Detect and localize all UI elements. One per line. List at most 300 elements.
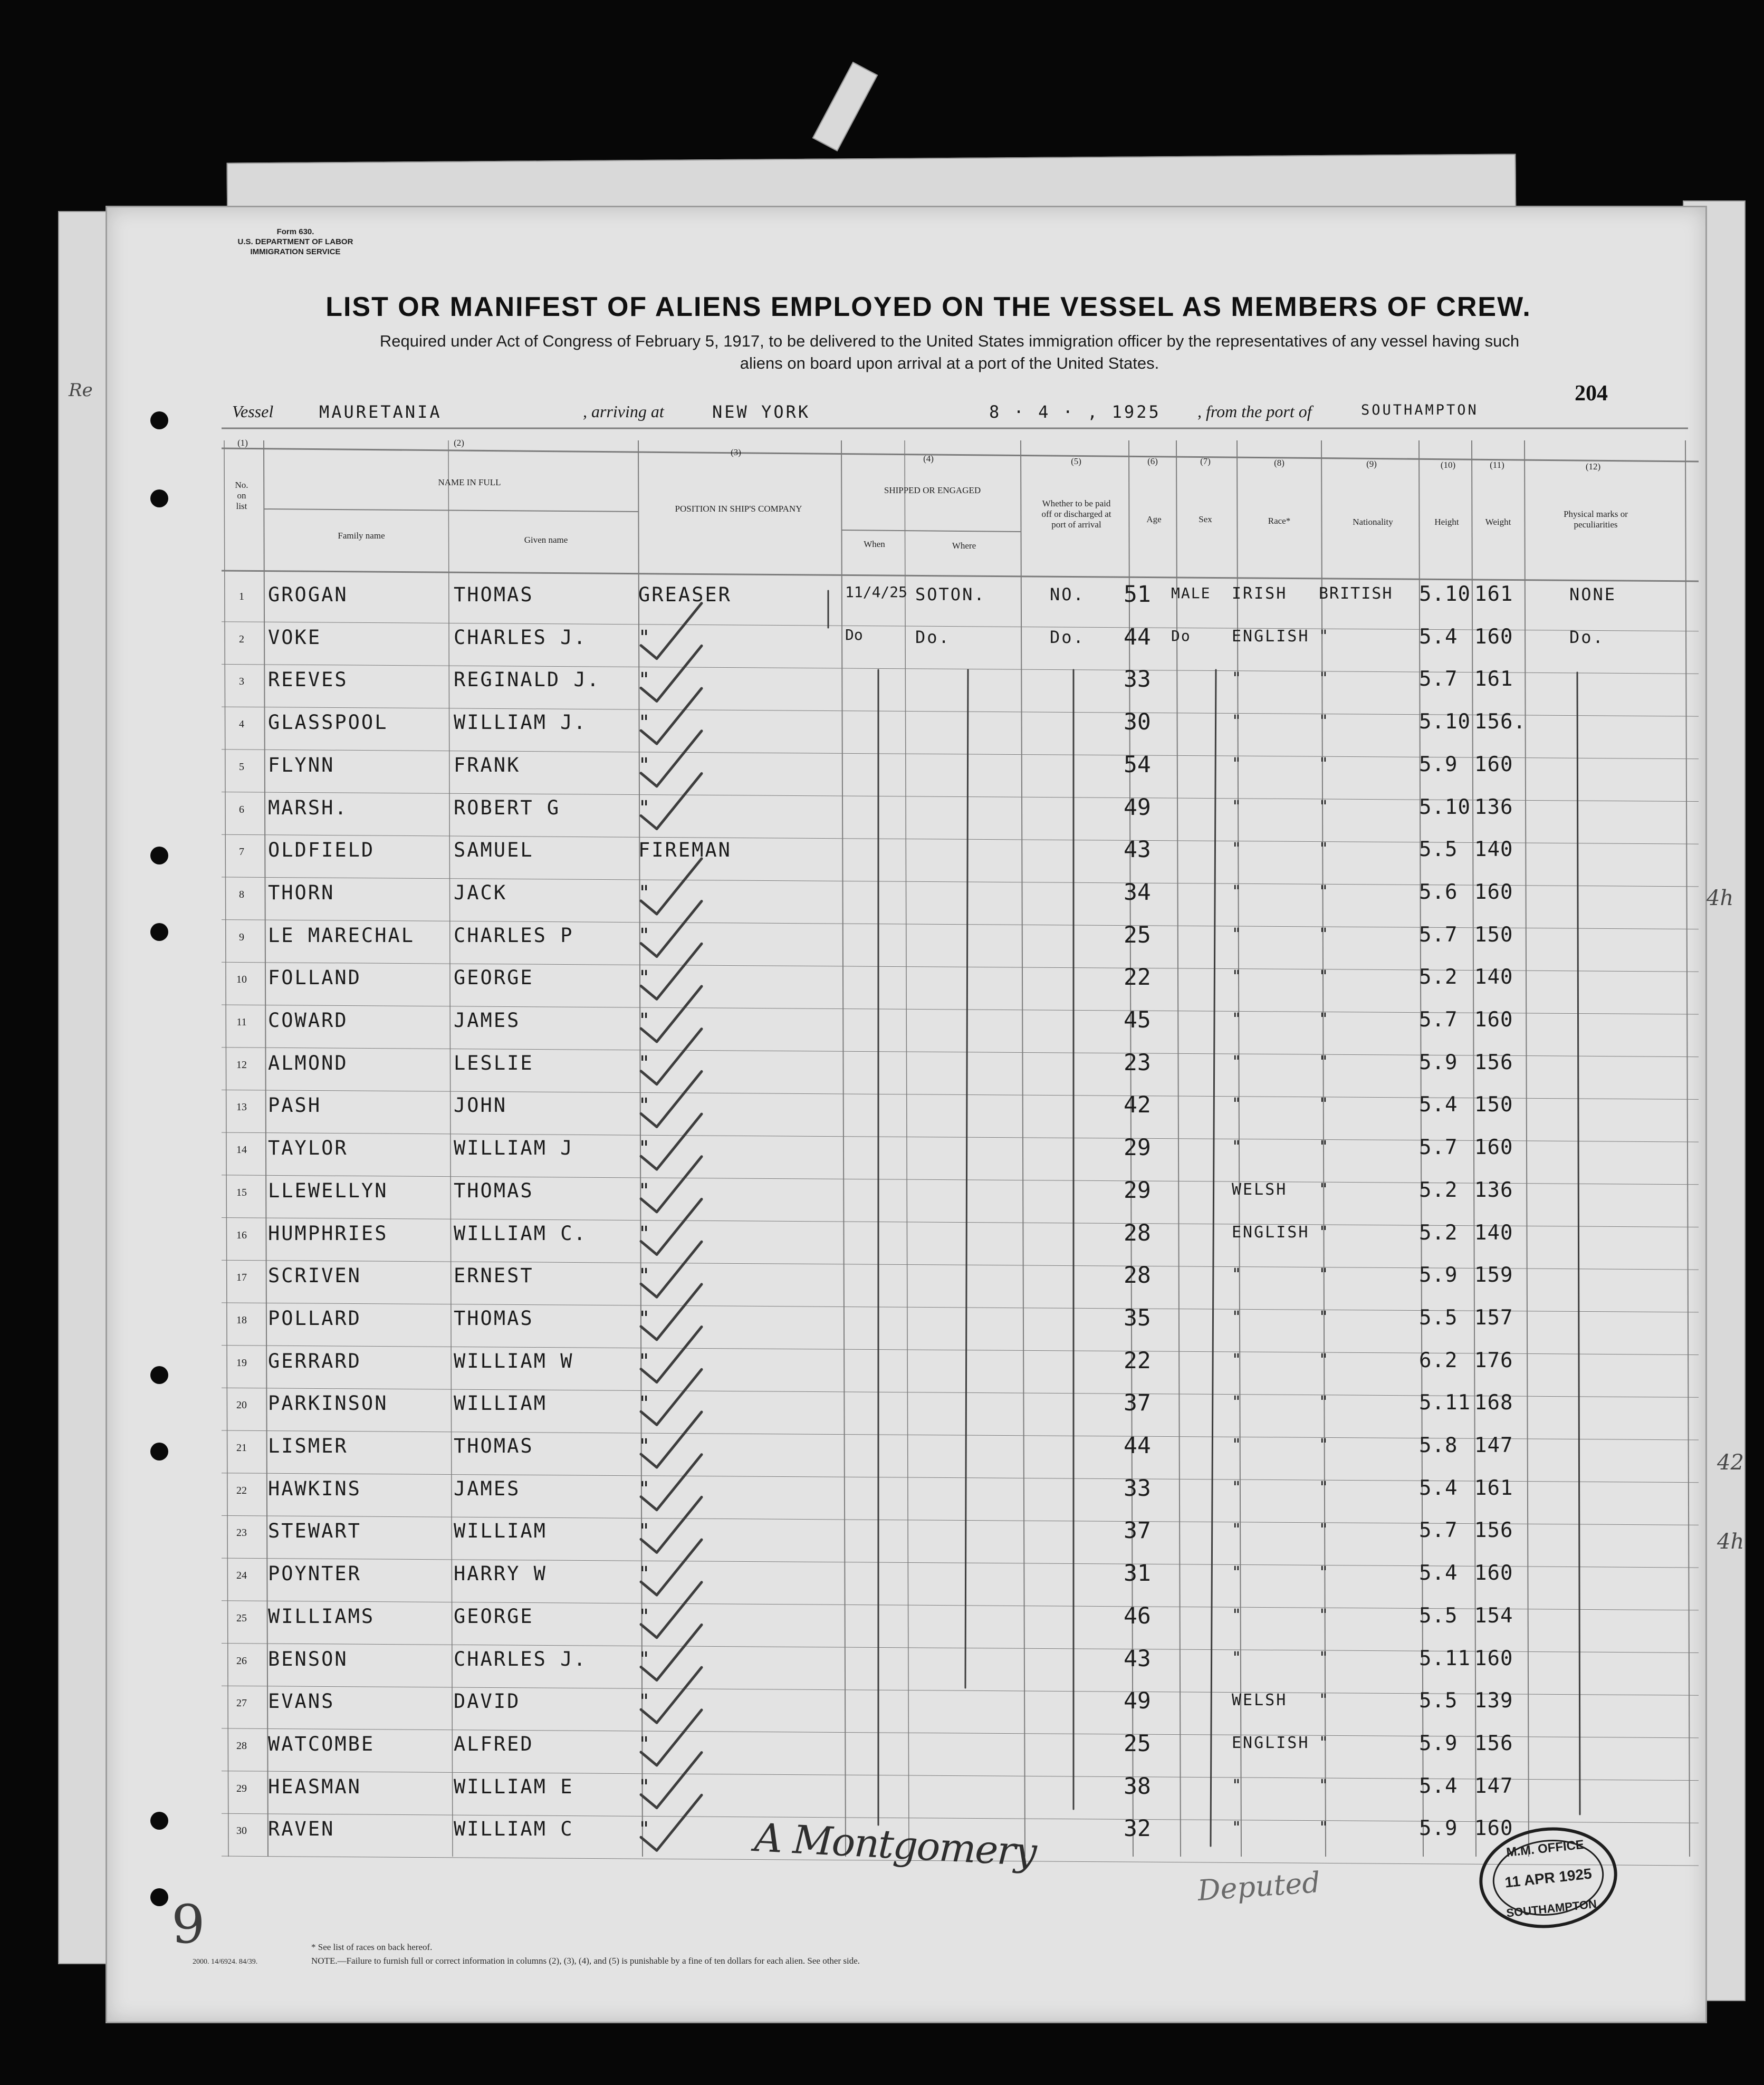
position: " [638, 1562, 652, 1586]
row-number: 21 [236, 1442, 247, 1454]
age: 37 [1124, 1390, 1151, 1417]
nationality: " [1319, 1563, 1330, 1582]
given-name: ROBERT G [454, 796, 561, 819]
weight: 160 [1474, 1646, 1513, 1670]
given-name: HARRY W [454, 1562, 547, 1586]
race: WELSH [1232, 1180, 1288, 1199]
crew-row [0, 1303, 1764, 1346]
given-name: THOMAS [454, 583, 534, 606]
margin-mark: 42 [1717, 1450, 1744, 1475]
given-name: WILLIAM C. [454, 1222, 587, 1245]
family-name: HEASMAN [268, 1775, 361, 1798]
position: FIREMAN [638, 839, 732, 862]
crew-row [0, 962, 1764, 1005]
position: " [638, 1222, 652, 1245]
header-line: Physical marks or [1564, 509, 1628, 519]
family-name: LISMER [268, 1435, 348, 1457]
height: 5.5 [1419, 838, 1458, 862]
column-number: (6) [1147, 456, 1158, 466]
nationality: BRITISH [1319, 584, 1393, 603]
penalty-note: NOTE.—Failure to furnish full or correct information in columns (2), (3), (4), and (5) is punishable by a fine of ten dollars for each alien. See other side. [311, 1956, 860, 1966]
height: 5.7 [1419, 1136, 1458, 1160]
row-number: 8 [239, 888, 244, 900]
nationality: " [1319, 1138, 1330, 1157]
race: " [1232, 1138, 1243, 1157]
family-name: POYNTER [268, 1562, 361, 1586]
race: " [1232, 1776, 1243, 1795]
position: " [638, 796, 652, 819]
position: " [638, 1264, 652, 1287]
position: " [638, 711, 652, 734]
age: 30 [1124, 709, 1151, 736]
position: " [638, 1051, 652, 1074]
nationality: " [1319, 1733, 1330, 1752]
race: WELSH [1232, 1691, 1288, 1710]
weight: 147 [1474, 1774, 1513, 1798]
row-number: 23 [236, 1527, 247, 1539]
weight: 161 [1474, 667, 1513, 691]
stamp-office: M.M. OFFICE [1506, 1837, 1585, 1860]
race: " [1232, 1436, 1243, 1454]
weight: 160 [1474, 624, 1513, 649]
given-name: CHARLES J. [454, 626, 587, 649]
height: 5.9 [1419, 1817, 1458, 1841]
row-number: 24 [236, 1570, 247, 1582]
column-number: (2) [454, 438, 464, 448]
subtitle-line-1: Required under Act of Congress of February 5, 1917, to be delivered to the United States immigration officer by the representatives of any vessel having such [379, 332, 1520, 350]
weight: 139 [1474, 1689, 1513, 1713]
column-number: (4) [923, 454, 934, 464]
height: 5.4 [1419, 1093, 1458, 1117]
weight: 159 [1474, 1263, 1513, 1287]
age: 44 [1124, 1433, 1151, 1459]
row-number: 29 [236, 1782, 247, 1794]
weight: 136 [1474, 795, 1513, 819]
height: 5.2 [1419, 965, 1458, 989]
height: 5.4 [1419, 1476, 1458, 1500]
weight: 161 [1474, 582, 1513, 606]
engaged-when: 11/4/25 [845, 583, 908, 601]
nationality: " [1319, 1052, 1330, 1071]
given-name: THOMAS [454, 1306, 534, 1330]
age: 22 [1124, 1347, 1151, 1374]
weight: 154 [1474, 1603, 1513, 1628]
position: " [638, 1690, 652, 1713]
weight: 157 [1474, 1305, 1513, 1330]
engaged-when: Do [845, 626, 863, 643]
crew-row [0, 622, 1764, 665]
row-number: 28 [236, 1740, 247, 1752]
physical-marks: NONE [1569, 584, 1617, 604]
given-name: WILLIAM [454, 1392, 547, 1415]
height: 5.5 [1419, 1305, 1458, 1330]
age: 33 [1124, 666, 1151, 693]
crew-row [0, 1218, 1764, 1261]
given-name: DAVID [454, 1690, 521, 1713]
position: " [638, 668, 652, 691]
position: " [638, 1094, 652, 1117]
race: " [1232, 1478, 1243, 1497]
position: " [638, 1604, 652, 1628]
arriving-label: , arriving at [583, 402, 664, 421]
position: " [638, 1179, 652, 1202]
stamp-place: SOUTHAMPTON [1506, 1897, 1597, 1920]
position: " [638, 1435, 652, 1457]
column-number: (10) [1440, 460, 1456, 470]
weight: 156. [1474, 710, 1526, 734]
crew-row [0, 834, 1764, 877]
position: " [638, 1647, 652, 1670]
position: " [638, 1818, 652, 1841]
age: 32 [1124, 1815, 1151, 1842]
crew-row [0, 1430, 1764, 1473]
race: " [1232, 1606, 1243, 1625]
age: 31 [1124, 1560, 1151, 1587]
height: 5.8 [1419, 1434, 1458, 1457]
given-name: JAMES [454, 1009, 521, 1032]
height: 5.11 [1419, 1646, 1471, 1670]
margin-mark: 4h [1707, 886, 1734, 910]
race: " [1232, 754, 1243, 773]
column-number: (5) [1071, 456, 1081, 466]
race: " [1232, 1819, 1243, 1838]
shipped-header: SHIPPED OR ENGAGED [884, 485, 981, 495]
weight: 160 [1474, 1008, 1513, 1032]
age: 42 [1124, 1092, 1151, 1119]
nationality: " [1319, 1776, 1330, 1795]
nationality: " [1319, 1265, 1330, 1284]
sex-header: Sex [1199, 514, 1212, 524]
row-number: 26 [236, 1655, 247, 1667]
column-number: (9) [1366, 459, 1377, 469]
header-line: on [237, 491, 246, 501]
row-number: 20 [236, 1399, 247, 1411]
race: " [1232, 1265, 1243, 1284]
arrival-port: NEW YORK [712, 402, 811, 422]
given-name: JAMES [454, 1477, 521, 1500]
column-number: (11) [1490, 460, 1504, 470]
family-name: REEVES [268, 668, 348, 691]
family-name: BENSON [268, 1647, 348, 1670]
crew-row [0, 1515, 1764, 1558]
age: 49 [1124, 794, 1151, 821]
weight-header: Weight [1485, 517, 1511, 527]
height: 5.11 [1419, 1391, 1471, 1415]
height: 5.7 [1419, 667, 1458, 691]
age-header: Age [1146, 514, 1162, 524]
row-number: 10 [236, 974, 247, 986]
header-line: No. [235, 480, 248, 490]
office-stamp [1472, 1818, 1624, 1937]
nationality: " [1319, 712, 1330, 731]
margin-mark: 4h [1717, 1530, 1744, 1554]
row-number: 15 [236, 1186, 247, 1198]
height: 5.10 [1419, 582, 1471, 606]
nationality: " [1319, 1308, 1330, 1327]
given-name: REGINALD J. [454, 668, 601, 691]
family-name: POLLARD [268, 1306, 361, 1330]
given-name: JOHN [454, 1094, 507, 1117]
column-number: (8) [1274, 458, 1284, 468]
age: 25 [1124, 1730, 1151, 1757]
race: IRISH [1232, 584, 1288, 603]
document-title: LIST OR MANIFEST OF ALIENS EMPLOYED ON THE VESSEL AS MEMBERS OF CREW. [325, 292, 1531, 322]
crew-row [0, 579, 1764, 622]
row-number: 12 [236, 1059, 247, 1071]
row-number: 4 [239, 718, 244, 731]
height: 5.10 [1419, 710, 1471, 734]
race: " [1232, 1095, 1243, 1114]
nationality: " [1319, 1180, 1330, 1199]
given-name: CHARLES J. [454, 1647, 587, 1670]
race: " [1232, 1052, 1243, 1071]
age: 38 [1124, 1773, 1151, 1800]
age: 49 [1124, 1688, 1151, 1715]
race: " [1232, 1521, 1243, 1540]
position: " [638, 1392, 652, 1415]
nationality: " [1319, 1223, 1330, 1242]
family-name: LLEWELLYN [268, 1179, 388, 1202]
crew-row [0, 1388, 1764, 1430]
family-name: OLDFIELD [268, 839, 375, 862]
race: " [1232, 1010, 1243, 1029]
nationality: " [1319, 754, 1330, 773]
row-number: 18 [236, 1314, 247, 1326]
age: 51 [1124, 581, 1151, 608]
family-name: WILLIAMS [268, 1604, 375, 1628]
weight: 140 [1474, 1221, 1513, 1245]
given-name: WILLIAM E [454, 1775, 574, 1798]
position: " [638, 1520, 652, 1543]
corner-note: 9 [171, 1894, 205, 1955]
height: 5.10 [1419, 795, 1471, 819]
column-number: (7) [1200, 456, 1211, 466]
when-header: When [864, 539, 885, 549]
row-number: 17 [236, 1272, 247, 1284]
nationality: " [1319, 1691, 1330, 1710]
position: " [638, 1009, 652, 1032]
position: " [638, 924, 652, 947]
where-header: Where [952, 541, 976, 551]
height: 5.6 [1419, 880, 1458, 904]
family-name: HUMPHRIES [268, 1222, 388, 1245]
given-name: WILLIAM [454, 1520, 547, 1543]
weight: 140 [1474, 838, 1513, 862]
master-signature: A Montgomery [753, 1815, 1037, 1875]
given-name: FRANK [454, 753, 521, 776]
height: 5.9 [1419, 1263, 1458, 1287]
service-name: IMMIGRATION SERVICE [250, 247, 341, 256]
nationality: " [1319, 1606, 1330, 1625]
height: 5.5 [1419, 1603, 1458, 1628]
age: 28 [1124, 1262, 1151, 1289]
nationality: " [1319, 797, 1330, 816]
weight: 147 [1474, 1434, 1513, 1457]
position: GREASER [638, 583, 732, 606]
row-number: 3 [239, 676, 244, 688]
paid-off-header [1022, 498, 1130, 530]
crew-row [0, 1048, 1764, 1090]
position: " [638, 966, 652, 989]
position: " [638, 626, 652, 649]
given-name: SAMUEL [454, 839, 534, 862]
form-number: Form 630. [276, 227, 314, 236]
age: 37 [1124, 1517, 1151, 1544]
height: 6.2 [1419, 1348, 1458, 1372]
row-number: 9 [239, 931, 244, 943]
height: 5.7 [1419, 923, 1458, 947]
height: 5.7 [1419, 1519, 1458, 1543]
crew-row [0, 1132, 1764, 1175]
crew-row [0, 1686, 1764, 1728]
crew-row [0, 707, 1764, 750]
family-name: LE MARECHAL [268, 924, 415, 947]
nationality: " [1319, 669, 1330, 688]
row-number: 14 [236, 1144, 247, 1156]
family-name: WATCOMBE [268, 1732, 375, 1755]
family-name: GERRARD [268, 1349, 361, 1372]
nationality: " [1319, 627, 1330, 646]
family-name: THORN [268, 881, 335, 904]
given-name: GEORGE [454, 966, 534, 989]
crew-row [0, 750, 1764, 792]
family-name: EVANS [268, 1690, 335, 1713]
weight: 168 [1474, 1391, 1513, 1415]
crew-row [0, 792, 1764, 835]
family-name: SCRIVEN [268, 1264, 361, 1287]
weight: 160 [1474, 1561, 1513, 1586]
sheet-number: 204 [1575, 381, 1608, 406]
race: " [1232, 1563, 1243, 1582]
nationality: " [1319, 1393, 1330, 1412]
race: " [1232, 712, 1243, 731]
race: " [1232, 1393, 1243, 1412]
column-number: (1) [237, 438, 248, 448]
crew-row [0, 1601, 1764, 1644]
crew-row [0, 664, 1764, 707]
row-number: 25 [236, 1612, 247, 1624]
header-line: port of arrival [1051, 520, 1101, 530]
crew-row [0, 1260, 1764, 1303]
paid-off: Do. [1050, 627, 1085, 647]
given-name: LESLIE [454, 1051, 534, 1074]
sex: Do [1171, 627, 1191, 645]
row-number: 30 [236, 1825, 247, 1837]
row-number: 7 [239, 846, 244, 858]
race: " [1232, 882, 1243, 901]
position: " [638, 1349, 652, 1372]
position: " [638, 1732, 652, 1755]
family-name: FLYNN [268, 753, 335, 776]
no-on-list-header [226, 480, 257, 512]
countersignature: Deputed [1196, 1865, 1321, 1908]
race: ENGLISH [1232, 1223, 1310, 1242]
margin-mark: Re [69, 380, 93, 401]
age: 33 [1124, 1475, 1151, 1502]
row-number: 1 [239, 591, 244, 602]
nationality: " [1319, 1521, 1330, 1540]
from-port-label: , from the port of [1197, 402, 1312, 421]
family-name: PARKINSON [268, 1392, 388, 1415]
given-name: ALFRED [454, 1732, 534, 1755]
nationality: " [1319, 1478, 1330, 1497]
age: 54 [1124, 751, 1151, 778]
race: " [1232, 1308, 1243, 1327]
column-number: (12) [1585, 462, 1601, 472]
age: 29 [1124, 1177, 1151, 1204]
sex: MALE [1171, 584, 1211, 602]
race-header: Race* [1268, 516, 1291, 526]
weight: 156 [1474, 1519, 1513, 1543]
family-name: STEWART [268, 1520, 361, 1543]
crew-row [0, 1558, 1764, 1601]
crew-row [0, 1175, 1764, 1218]
row-number: 22 [236, 1484, 247, 1496]
given-name: WILLIAM J [454, 1137, 574, 1160]
family-name-header: Family name [338, 531, 385, 541]
race: " [1232, 797, 1243, 816]
race: " [1232, 967, 1243, 986]
family-name: FOLLAND [268, 966, 361, 989]
position-header: POSITION IN SHIP'S COMPANY [675, 504, 802, 514]
row-number: 16 [236, 1229, 247, 1241]
nationality: " [1319, 925, 1330, 944]
weight: 160 [1474, 1136, 1513, 1160]
row-number: 6 [239, 803, 244, 815]
position: " [638, 753, 652, 776]
crew-row [0, 1728, 1764, 1771]
position: " [638, 1477, 652, 1500]
given-name: THOMAS [454, 1179, 534, 1202]
position: " [638, 1775, 652, 1798]
crew-row [0, 1090, 1764, 1132]
vessel-label: Vessel [232, 402, 274, 421]
paid-off: NO. [1050, 584, 1085, 604]
position: " [638, 1306, 652, 1330]
weight: 136 [1474, 1178, 1513, 1202]
height-header: Height [1434, 517, 1459, 527]
height: 5.4 [1419, 1561, 1458, 1586]
nationality: " [1319, 1095, 1330, 1114]
height: 5.9 [1419, 752, 1458, 776]
age: 28 [1124, 1219, 1151, 1246]
height: 5.4 [1419, 1774, 1458, 1798]
weight: 140 [1474, 965, 1513, 989]
weight: 161 [1474, 1476, 1513, 1500]
arrival-date: 8 · 4 · , 1925 [989, 402, 1161, 422]
race: " [1232, 669, 1243, 688]
row-number: 11 [236, 1016, 247, 1028]
family-name: ALMOND [268, 1051, 348, 1074]
weight: 160 [1474, 1817, 1513, 1841]
row-number: 2 [239, 633, 244, 645]
height: 5.9 [1419, 1731, 1458, 1755]
height: 5.9 [1419, 1050, 1458, 1074]
age: 22 [1124, 964, 1151, 991]
given-name-header: Given name [524, 535, 568, 545]
race: " [1232, 1350, 1243, 1369]
crew-row [0, 1771, 1764, 1814]
age: 43 [1124, 837, 1151, 863]
age: 23 [1124, 1049, 1151, 1076]
given-name: CHARLES P [454, 924, 574, 947]
given-name: WILLIAM W [454, 1349, 574, 1372]
height: 5.2 [1419, 1178, 1458, 1202]
print-code: 2000. 14/6924. 84/39. [193, 1958, 258, 1966]
row-number: 13 [236, 1101, 247, 1113]
nationality-header: Nationality [1353, 517, 1393, 527]
family-name: COWARD [268, 1009, 348, 1032]
